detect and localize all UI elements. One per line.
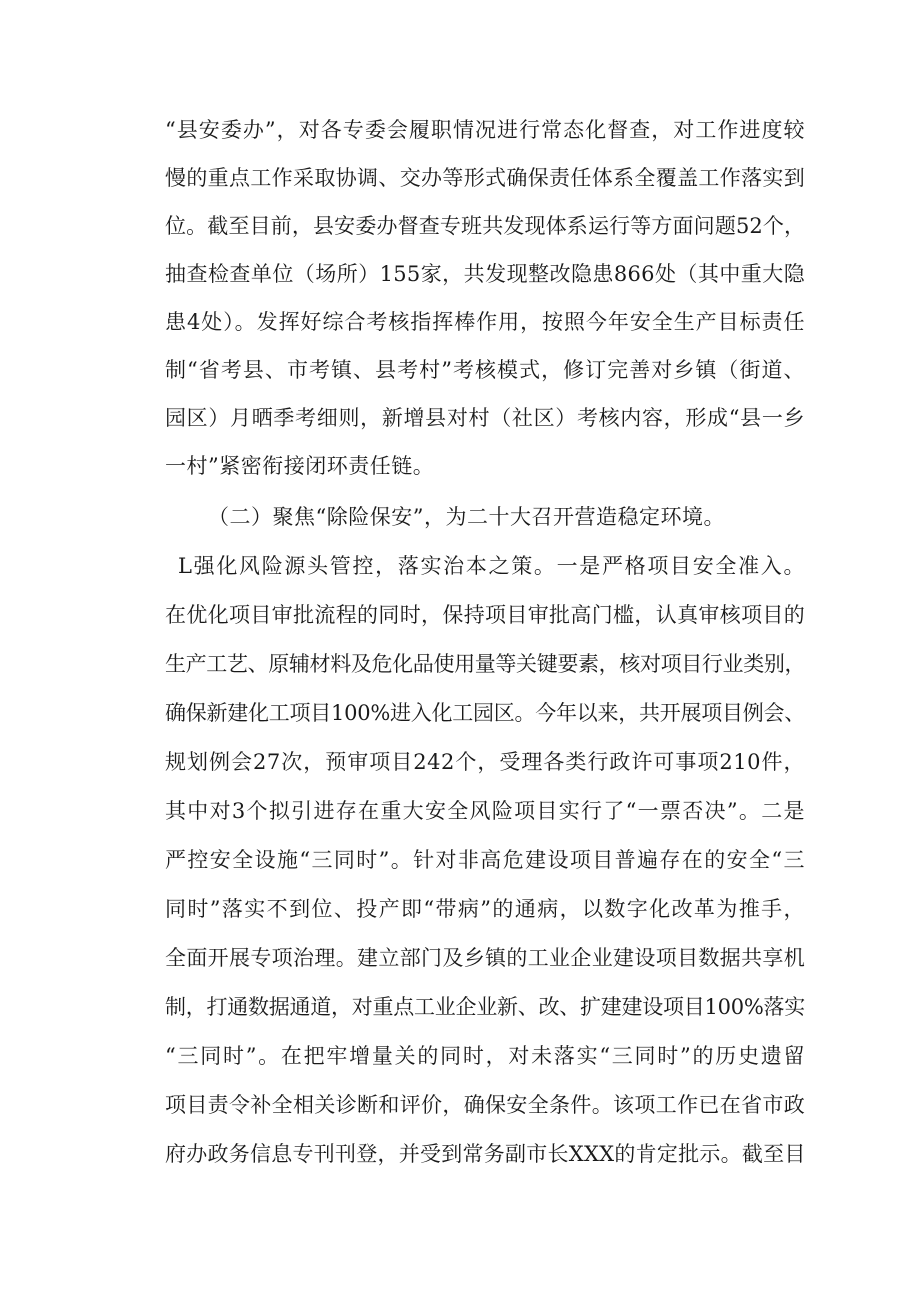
paragraph-1-line-8: 一村”紧密衔接闭环责任链。	[165, 454, 435, 478]
paragraph-2-line-8: 同时”落实不到位、投产即“带病”的通病，以数字化改革为推手，	[165, 897, 805, 921]
paragraph-2-line-10: 制，打通数据通道，对重点工业企业新、改、扩建建设项目100%落实	[165, 995, 806, 1019]
paragraph-2-line-5: 规划例会27次，预审项目242个，受理各类行政许可事项210件，	[165, 750, 805, 774]
paragraph-2-line-4: 确保新建化工项目100%进入化工园区。今年以来，共开展项目例会、	[165, 701, 806, 725]
paragraph-1-line-6: 制“省考县、市考镇、县考村”考核模式，修订完善对乡镇（街道、	[165, 358, 805, 382]
paragraph-1-line-5: 患4处）。发挥好综合考核指挥棒作用，按照今年安全生产目标责任	[165, 310, 805, 334]
paragraph-1-line-3: 位。截至目前，县安委办督查专班共发现体系运行等方面问题52个，	[165, 214, 805, 238]
paragraph-2-line-1: L强化风险源头管控，落实治本之策。一是严格项目安全准入。	[178, 554, 805, 578]
paragraph-2-line-6: 其中对3个拟引进存在重大安全风险项目实行了“一票否决”。二是	[165, 799, 805, 823]
paragraph-2-line-7: 严控安全设施“三同时”。针对非高危建设项目普遍存在的安全“三	[165, 848, 805, 872]
paragraph-2-line-3: 生产工艺、原辅材料及危化品使用量等关键要素，核对项目行业类别，	[165, 652, 805, 676]
paragraph-1-line-4: 抽查检查单位（场所）155家，共发现整改隐患866处（其中重大隐	[165, 262, 805, 286]
paragraph-1-line-1: “县安委办”，对各专委会履职情况进行常态化督查，对工作进度较	[165, 118, 805, 142]
paragraph-2-line-13: 府办政务信息专刊刊登，并受到常务副市长XXX的肯定批示。截至目	[165, 1142, 806, 1166]
paragraph-1-line-2: 慢的重点工作采取协调、交办等形式确保责任体系全覆盖工作落实到	[165, 166, 805, 190]
paragraph-1-line-7: 园区）月晒季考细则，新增县对村（社区）考核内容，形成“县一乡	[165, 406, 805, 430]
paragraph-2-line-12: 项目责令补全相关诊断和评价，确保安全条件。该项工作已在省市政	[165, 1093, 805, 1117]
paragraph-2-line-11: “三同时”。在把牢增量关的同时，对未落实“三同时”的历史遗留	[165, 1044, 805, 1068]
section-heading: （二）聚焦“除险保安”，为二十大召开营造稳定环境。	[208, 505, 725, 529]
paragraph-2-line-9: 全面开展专项治理。建立部门及乡镇的工业企业建设项目数据共享机	[165, 946, 805, 970]
paragraph-2-line-2: 在优化项目审批流程的同时，保持项目审批高门槛，认真审核项目的	[165, 603, 805, 627]
